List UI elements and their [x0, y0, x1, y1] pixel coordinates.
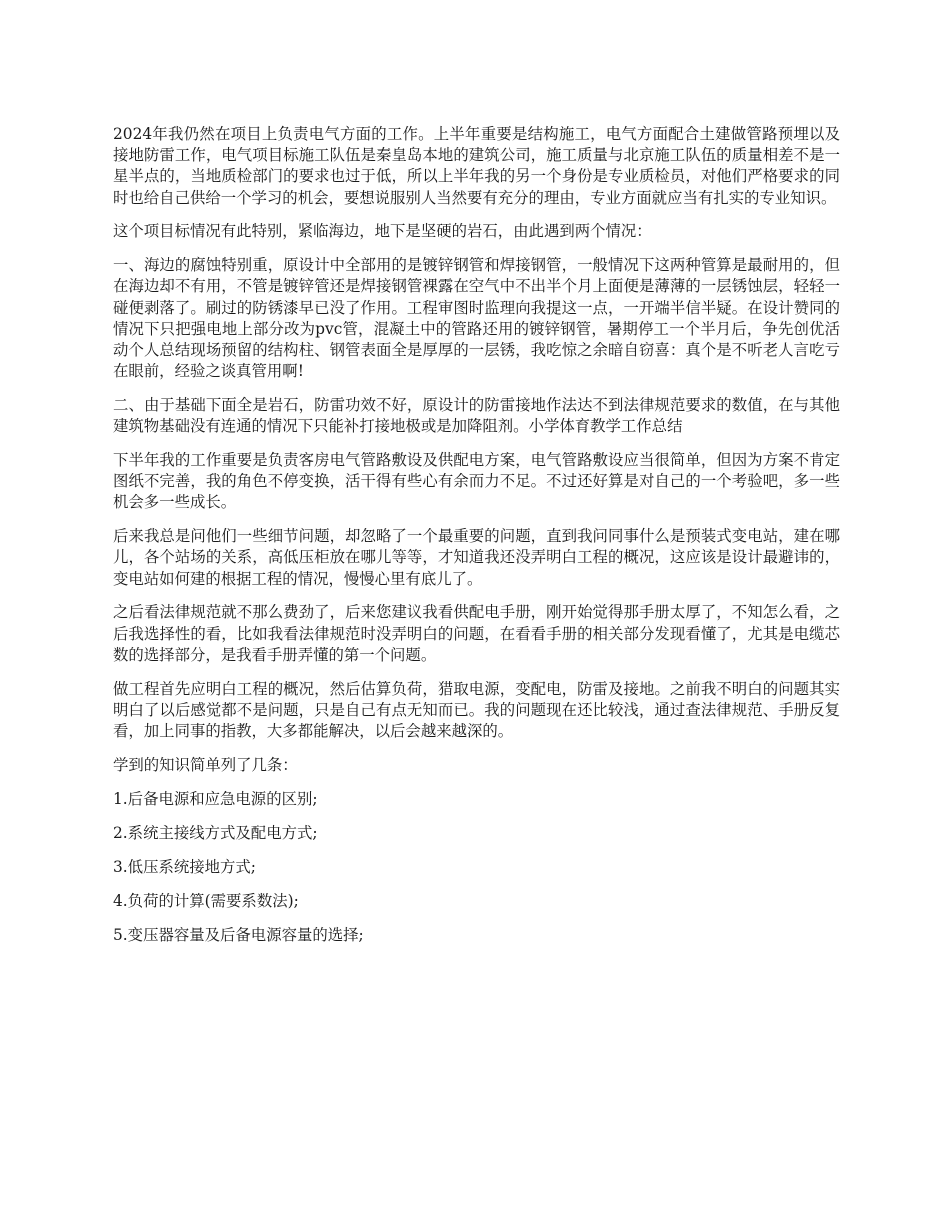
document-body — [113, 124, 840, 960]
list-intro: 学到的知识简单列了几条： — [113, 755, 298, 774]
list-item: 4.负荷的计算(需要系数法); — [113, 892, 299, 911]
list-item: 2.系统主接线方式及配电方式; — [113, 823, 318, 842]
paragraph: 后来我总是问他们一些细节问题，却忽略了一个最重要的问题，直到我问同事什么是预装式变电站，建在哪儿，各个站场的关系，高低压柜放在哪儿等等，才知道我还没弄明白工程的概况，这应该是设计最避讳的，变电站如何建的根据工程的情况，慢慢心里有底儿了。 — [113, 527, 840, 588]
paragraph: 做工程首先应明白工程的概况，然后估算负荷，猎取电源，变配电，防雷及接地。之前我不明白的问题其实明白了以后感觉都不是问题，只是自己有点无知而已。我的问题现在还比较浅，通过查法律规范、手册反复看，加上同事的指教，大多都能解决，以后会越来越深的。 — [113, 679, 840, 741]
paragraph: 这个项目标情况有此特别，紧临海边，地下是坚硬的岩石，由此遇到两个情况： — [113, 222, 652, 241]
paragraph: 下半年我的工作重要是负责客房电气管路敷设及供配电方案，电气管路敷设应当很简单，但因为方案不肯定图纸不完善，我的角色不停变换，活干得有些心有余而力不足。不过还好算是对自己的一个考验吧，多一些机会多一些成长。 — [113, 451, 840, 512]
list-item: 1.后备电源和应急电源的区别; — [113, 789, 318, 808]
paragraph: 一、海边的腐蚀特别重，原设计中全部用的是镀锌钢管和焊接钢管，一般情况下这两种管算是最耐用的，但在海边却不有用，不管是镀锌管还是焊接钢管裸露在空气中不出半个月上面便是薄薄的一层锈蚀层，轻轻一碰便剥落了。刷过的防锈漆早已没了作用。工程审图时监理向我提这一点，一开端半信半疑。在设计赞同的情况下只把强电地上部分改为pvc管，混凝土中的管路还用的镀锌钢管，暑期停工一个半月后，争先创优活动个人总结现场预留的结构柱、钢管表面全是厚厚的一层锈，我吃惊之余暗自窃喜：真个是不听老人言吃亏在眼前，经验之谈真管用啊! — [113, 256, 840, 381]
paragraph: 2024年我仍然在项目上负责电气方面的工作。上半年重要是结构施工，电气方面配合土建做管路预埋以及接地防雷工作，电气项目标施工队伍是秦皇岛本地的建筑公司，施工质量与北京施工队伍的质量相差不是一星半点的，当地质检部门的要求也过于低，所以上半年我的另一个身份是专业质检员，对他们严格要求的同时也给自己供给一个学习的机会，要想说服别人当然要有充分的理由，专业方面就应当有扎实的专业知识。 — [113, 125, 840, 207]
list-item: 3.低压系统接地方式; — [113, 858, 256, 877]
paragraph: 之后看法律规范就不那么费劲了，后来您建议我看供配电手册，刚开始觉得那手册太厚了，不知怎么看，之后我选择性的看，比如我看法律规范时没弄明白的问题，在看看手册的相关部分发现看懂了，尤其是电缆芯数的选择部分，是我看手册弄懂的第一个问题。 — [113, 603, 840, 664]
paragraph: 二、由于基础下面全是岩石，防雷功效不好，原设计的防雷接地作法达不到法律规范要求的数值，在与其他建筑物基础没有连通的情况下只能补打接地极或是加降阻剂。小学体育教学工作总结 — [113, 396, 840, 436]
list-item: 5.变压器容量及后备电源容量的选择; — [113, 926, 364, 945]
